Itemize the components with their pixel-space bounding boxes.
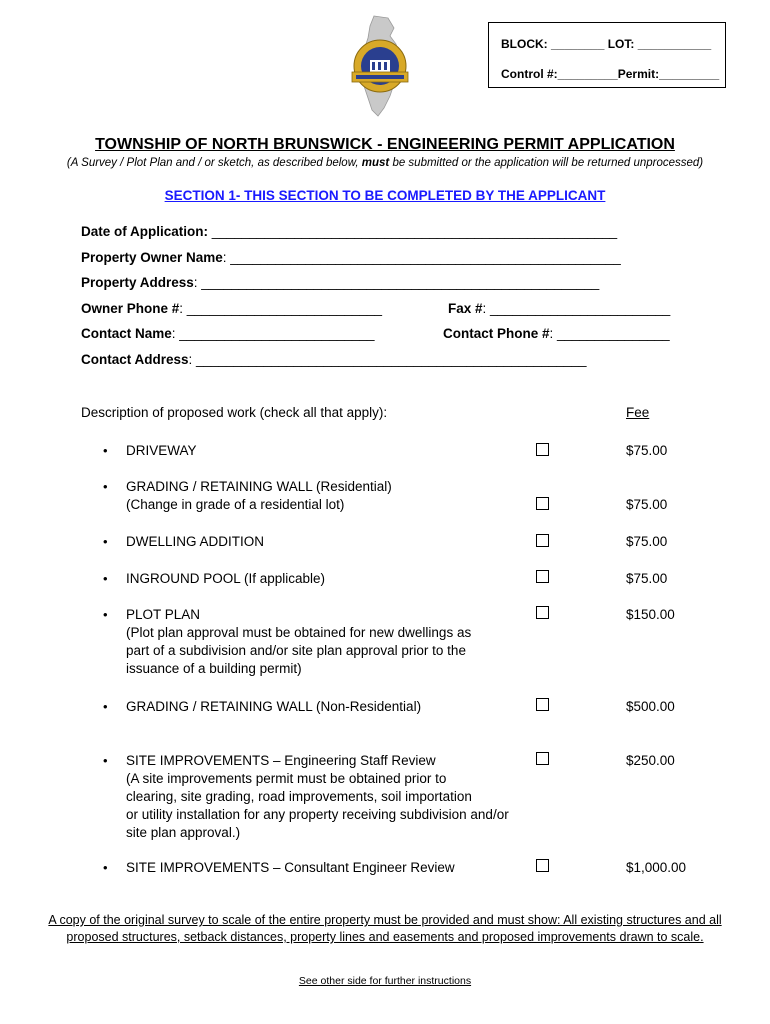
- work-item-grading-residential: [126, 478, 392, 514]
- owner-phone-line[interactable]: : __________________________: [179, 301, 382, 316]
- address-label: Property Address: [81, 275, 194, 290]
- township-logo: [338, 14, 422, 118]
- fee-dwelling-addition: $75.00: [626, 534, 668, 549]
- checkbox-inground-pool[interactable]: [536, 570, 549, 583]
- item-line: (Plot plan approval must be obtained for new dwellings as: [126, 625, 472, 640]
- item-line: (Change in grade of a residential lot): [126, 497, 345, 512]
- bullet: •: [103, 699, 108, 714]
- checkbox-plot-plan[interactable]: [536, 606, 549, 619]
- survey-note: A copy of the original survey to scale of the entire property must be provided and must show: All existing structures and all proposed structures, setback distances, property lines and easements and proposed improvements drawn to scale.: [48, 913, 722, 944]
- item-line: GRADING / RETAINING WALL (Residential): [126, 479, 392, 494]
- bullet: •: [103, 479, 108, 494]
- owner-label: Property Owner Name: [81, 250, 223, 265]
- work-item-plot-plan: [126, 606, 471, 678]
- see-other-side-note: See other side for further instructions: [298, 975, 472, 987]
- owner-line[interactable]: : ____________________________________________________: [222, 250, 621, 265]
- block-lot-line[interactable]: BLOCK: ________ LOT: ___________: [501, 37, 712, 51]
- contact-name-field[interactable]: [81, 326, 375, 341]
- contact-address-label: Contact Address: [81, 352, 189, 367]
- property-address-field[interactable]: [81, 275, 599, 290]
- fee-inground-pool: $75.00: [626, 571, 668, 586]
- item-line: GRADING / RETAINING WALL (Non-Residential): [126, 699, 422, 714]
- item-line: part of a subdivision and/or site plan approval prior to the: [126, 643, 466, 658]
- fee-header: Fee: [626, 405, 650, 420]
- date-of-application-field[interactable]: [81, 224, 617, 239]
- section-heading: SECTION 1- THIS SECTION TO BE COMPLETED BY THE APPLICANT: [164, 188, 606, 203]
- item-line: INGROUND POOL (If applicable): [126, 571, 326, 586]
- bullet: •: [103, 571, 108, 586]
- checkbox-grading-non-residential[interactable]: [536, 698, 549, 711]
- work-item-dwelling-addition: [126, 533, 264, 551]
- item-line: DRIVEWAY: [126, 443, 197, 458]
- page-title: TOWNSHIP OF NORTH BRUNSWICK - ENGINEERING PERMIT APPLICATION: [95, 136, 675, 153]
- fee-site-improvements-staff: $250.00: [626, 753, 675, 768]
- item-line: site plan approval.): [126, 825, 241, 840]
- owner-phone-field[interactable]: [81, 301, 382, 316]
- contact-phone-line[interactable]: : _______________: [549, 326, 670, 341]
- date-label: Date of Application:: [81, 224, 208, 239]
- property-owner-field[interactable]: [81, 250, 621, 265]
- work-item-driveway: [126, 442, 197, 460]
- item-line: or utility installation for any property receiving subdivision and/or: [126, 807, 509, 822]
- fee-site-improvements-consultant: $1,000.00: [626, 860, 687, 875]
- subtitle-before: (A Survey / Plot Plan and / or sketch, as described below,: [66, 157, 362, 169]
- control-permit-line[interactable]: Control #:_________Permit:_________: [501, 67, 720, 81]
- fax-line[interactable]: : ________________________: [482, 301, 671, 316]
- page-subtitle: [0, 157, 770, 169]
- bullet: •: [103, 753, 108, 768]
- owner-phone-label: Owner Phone #: [81, 301, 180, 316]
- checkbox-driveway[interactable]: [536, 443, 549, 456]
- contact-phone-label: Contact Phone #: [443, 326, 550, 341]
- fax-label: Fax #: [448, 301, 483, 316]
- fee-driveway: $75.00: [626, 443, 668, 458]
- bullet: •: [103, 443, 108, 458]
- checkbox-dwelling-addition[interactable]: [536, 534, 549, 547]
- checkbox-site-improvements-consultant[interactable]: [536, 859, 549, 872]
- address-line[interactable]: : _____________________________________________________: [193, 275, 600, 290]
- bullet: •: [103, 534, 108, 549]
- contact-address-line[interactable]: : ____________________________________________________: [188, 352, 587, 367]
- checkbox-site-improvements-staff[interactable]: [536, 752, 549, 765]
- item-line: DWELLING ADDITION: [126, 534, 265, 549]
- contact-phone-field[interactable]: [443, 326, 670, 341]
- subtitle-after: be submitted or the application will be returned unprocessed): [389, 157, 704, 169]
- checkbox-grading-residential[interactable]: [536, 497, 549, 510]
- fee-plot-plan: $150.00: [626, 607, 675, 622]
- date-line[interactable]: ______________________________________________________: [208, 224, 618, 239]
- item-line: SITE IMPROVEMENTS – Consultant Engineer Review: [126, 860, 455, 875]
- work-description-heading: Description of proposed work (check all that apply):: [81, 405, 388, 420]
- bullet: •: [103, 607, 108, 622]
- item-line: issuance of a building permit): [126, 661, 302, 676]
- item-line: PLOT PLAN: [126, 607, 201, 622]
- work-item-site-improvements-staff: [126, 752, 509, 842]
- work-item-grading-non-residential: [126, 698, 421, 716]
- subtitle-emphasis: must: [361, 157, 390, 169]
- item-line: clearing, site grading, road improvements, soil importation: [126, 789, 472, 804]
- contact-name-line[interactable]: : __________________________: [171, 326, 375, 341]
- fee-grading-non-residential: $500.00: [626, 699, 675, 714]
- bullet: •: [103, 860, 108, 875]
- item-line: SITE IMPROVEMENTS – Engineering Staff Review: [126, 753, 436, 768]
- fee-grading-residential: $75.00: [626, 497, 668, 512]
- work-item-site-improvements-consultant: [126, 859, 455, 877]
- work-item-inground-pool: [126, 570, 325, 588]
- contact-name-label: Contact Name: [81, 326, 172, 341]
- block-lot-box: [488, 22, 726, 88]
- item-line: (A site improvements permit must be obtained prior to: [126, 771, 447, 786]
- fax-field[interactable]: [448, 301, 670, 316]
- contact-address-field[interactable]: [81, 352, 586, 367]
